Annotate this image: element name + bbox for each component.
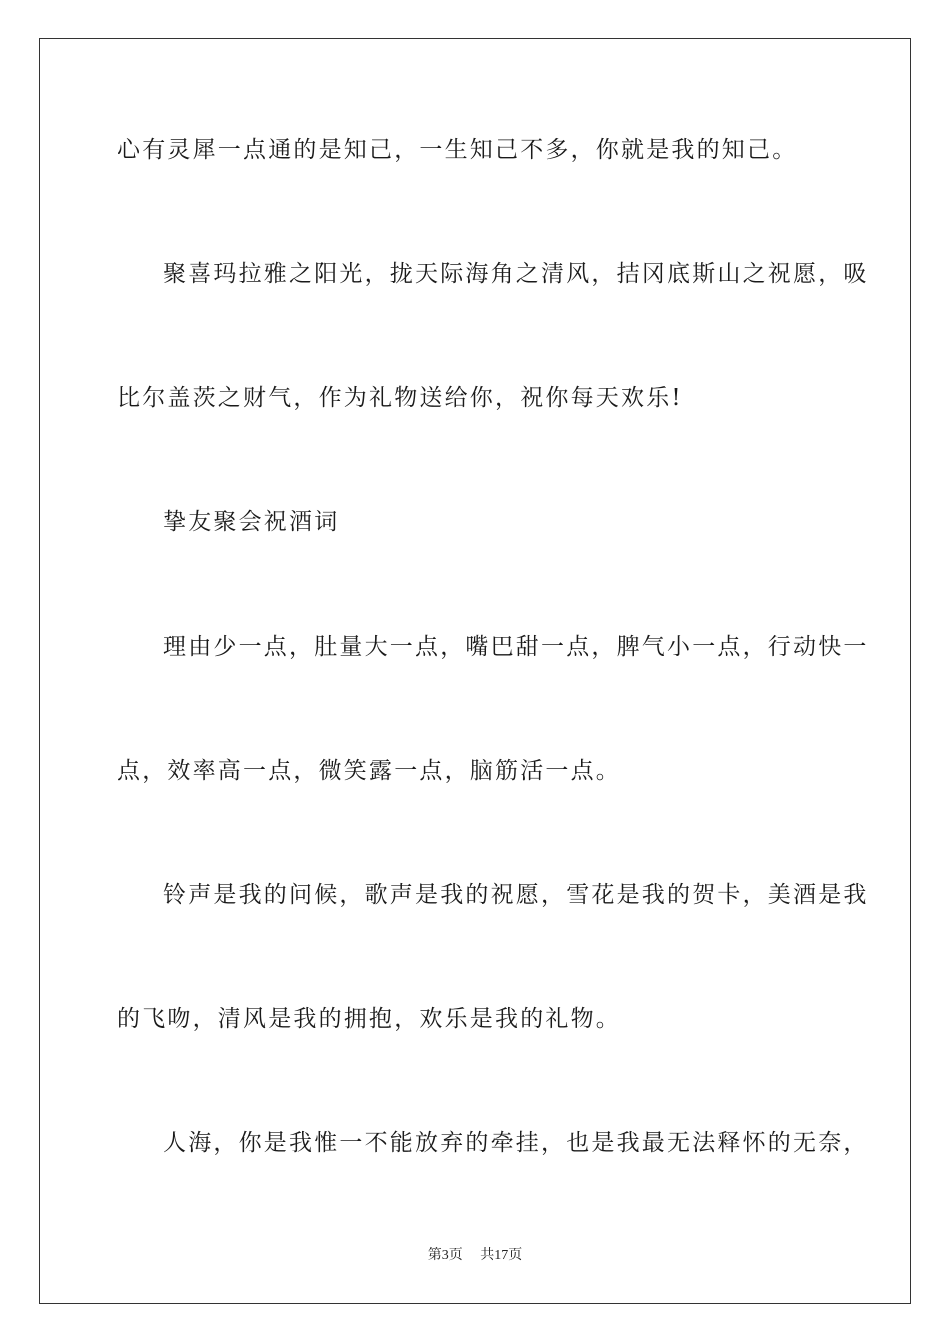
text-line-7: 铃声是我的问候，歌声是我的祝愿，雪花是我的贺卡，美酒是我 <box>163 882 869 908</box>
text-line-8: 的飞吻，清风是我的拥抱，欢乐是我的礼物。 <box>117 1006 621 1032</box>
text-line-5: 理由少一点，肚量大一点，嘴巴甜一点，脾气小一点，行动快一 <box>163 634 869 660</box>
page-border <box>39 38 911 1304</box>
text-line-2: 聚喜玛拉雅之阳光，拢天际海角之清风，拮冈底斯山之祝愿，吸 <box>163 261 869 287</box>
page-number-total: 共17页 <box>480 1248 523 1263</box>
page-number-current: 第3页 <box>427 1248 463 1263</box>
text-line-3: 比尔盖茨之财气，作为礼物送给你，祝你每天欢乐! <box>117 385 683 411</box>
text-line-9: 人海，你是我惟一不能放弃的牵挂，也是我最无法释怀的无奈， <box>163 1130 869 1156</box>
text-line-6: 点，效率高一点，微笑露一点，脑筋活一点。 <box>117 758 621 784</box>
text-line-1: 心有灵犀一点通的是知己，一生知己不多，你就是我的知己。 <box>117 137 798 163</box>
section-heading: 挚友聚会祝酒词 <box>163 509 340 535</box>
page-footer <box>0 1247 950 1265</box>
